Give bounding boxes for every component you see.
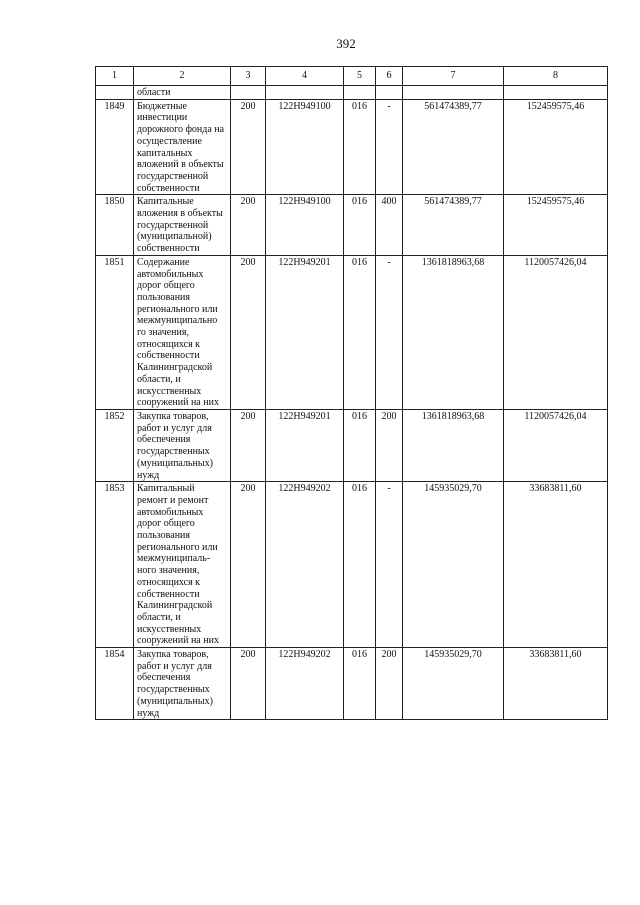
column-header-4: 4 bbox=[266, 67, 344, 86]
row-col-8: 152459575,46 bbox=[504, 99, 608, 195]
table-row bbox=[96, 99, 608, 195]
row-col-8 bbox=[504, 86, 608, 100]
page-number: 392 bbox=[336, 36, 356, 51]
row-col-5 bbox=[344, 86, 376, 100]
column-header-7: 7 bbox=[403, 67, 504, 86]
row-col-8: 33683811,60 bbox=[504, 648, 608, 720]
row-number: 1852 bbox=[96, 409, 134, 481]
column-header-2: 2 bbox=[134, 67, 231, 86]
row-col-5: 016 bbox=[344, 99, 376, 195]
header-row bbox=[96, 67, 608, 86]
row-name: Бюджетные инвестиции дорожного фонда на осуществление капитальных вложений в объекты государственной собственности bbox=[134, 99, 231, 195]
row-name: Закупка товаров, работ и услуг для обеспечения государственных (муниципальных) нужд bbox=[134, 648, 231, 720]
column-header-5: 5 bbox=[344, 67, 376, 86]
row-number bbox=[96, 86, 134, 100]
row-col-3: 200 bbox=[231, 99, 266, 195]
table-row bbox=[96, 195, 608, 256]
column-header-3: 3 bbox=[231, 67, 266, 86]
row-col-4: 122Н949100 bbox=[266, 99, 344, 195]
row-name: области bbox=[134, 86, 231, 100]
row-col-8: 1120057426,04 bbox=[504, 255, 608, 409]
table-row bbox=[96, 86, 608, 100]
table-header bbox=[96, 67, 608, 86]
row-name: Капитальный ремонт и ремонт автомобильных дорог общего пользования регионального или межмуниципаль- ного значения, относящихся к собственности Калининградской области, и искусственных сооружений на них bbox=[134, 482, 231, 648]
row-col-4: 122Н949202 bbox=[266, 482, 344, 648]
row-col-6: - bbox=[376, 255, 403, 409]
row-name: Закупка товаров, работ и услуг для обеспечения государственных (муниципальных) нужд bbox=[134, 409, 231, 481]
row-number: 1854 bbox=[96, 648, 134, 720]
row-number: 1850 bbox=[96, 195, 134, 256]
row-col-7: 1361818963,68 bbox=[403, 255, 504, 409]
row-col-3: 200 bbox=[231, 195, 266, 256]
row-col-6: - bbox=[376, 99, 403, 195]
table-body bbox=[96, 86, 608, 720]
row-col-7: 145935029,70 bbox=[403, 648, 504, 720]
table-row bbox=[96, 409, 608, 481]
row-col-6 bbox=[376, 86, 403, 100]
row-col-5: 016 bbox=[344, 195, 376, 256]
row-col-4: 122Н949201 bbox=[266, 255, 344, 409]
row-col-5: 016 bbox=[344, 482, 376, 648]
row-col-8: 152459575,46 bbox=[504, 195, 608, 256]
row-col-3: 200 bbox=[231, 648, 266, 720]
row-col-8: 1120057426,04 bbox=[504, 409, 608, 481]
row-col-7: 1361818963,68 bbox=[403, 409, 504, 481]
row-col-7: 561474389,77 bbox=[403, 99, 504, 195]
table-row bbox=[96, 648, 608, 720]
row-col-3: 200 bbox=[231, 255, 266, 409]
row-col-4: 122Н949100 bbox=[266, 195, 344, 256]
row-col-6: - bbox=[376, 482, 403, 648]
row-col-6: 200 bbox=[376, 409, 403, 481]
row-col-3: 200 bbox=[231, 409, 266, 481]
row-col-5: 016 bbox=[344, 255, 376, 409]
row-name: Капитальные вложения в объекты государственной (муниципальной) собственности bbox=[134, 195, 231, 256]
row-number: 1851 bbox=[96, 255, 134, 409]
row-col-3 bbox=[231, 86, 266, 100]
row-col-3: 200 bbox=[231, 482, 266, 648]
row-number: 1849 bbox=[96, 99, 134, 195]
row-col-7: 561474389,77 bbox=[403, 195, 504, 256]
row-col-7 bbox=[403, 86, 504, 100]
row-col-4: 122Н949201 bbox=[266, 409, 344, 481]
row-col-5: 016 bbox=[344, 409, 376, 481]
table-row bbox=[96, 482, 608, 648]
row-col-4: 122Н949202 bbox=[266, 648, 344, 720]
budget-table bbox=[95, 66, 608, 720]
row-col-8: 33683811,60 bbox=[504, 482, 608, 648]
row-col-6: 400 bbox=[376, 195, 403, 256]
row-col-4 bbox=[266, 86, 344, 100]
row-number: 1853 bbox=[96, 482, 134, 648]
column-header-8: 8 bbox=[504, 67, 608, 86]
row-col-5: 016 bbox=[344, 648, 376, 720]
row-name: Содержание автомобильных дорог общего пользования регионального или межмуниципально го значения, относящихся к собственности Калининградской области, и искусственных сооружений на них bbox=[134, 255, 231, 409]
column-header-6: 6 bbox=[376, 67, 403, 86]
row-col-6: 200 bbox=[376, 648, 403, 720]
row-col-7: 145935029,70 bbox=[403, 482, 504, 648]
column-header-1: 1 bbox=[96, 67, 134, 86]
table-row bbox=[96, 255, 608, 409]
